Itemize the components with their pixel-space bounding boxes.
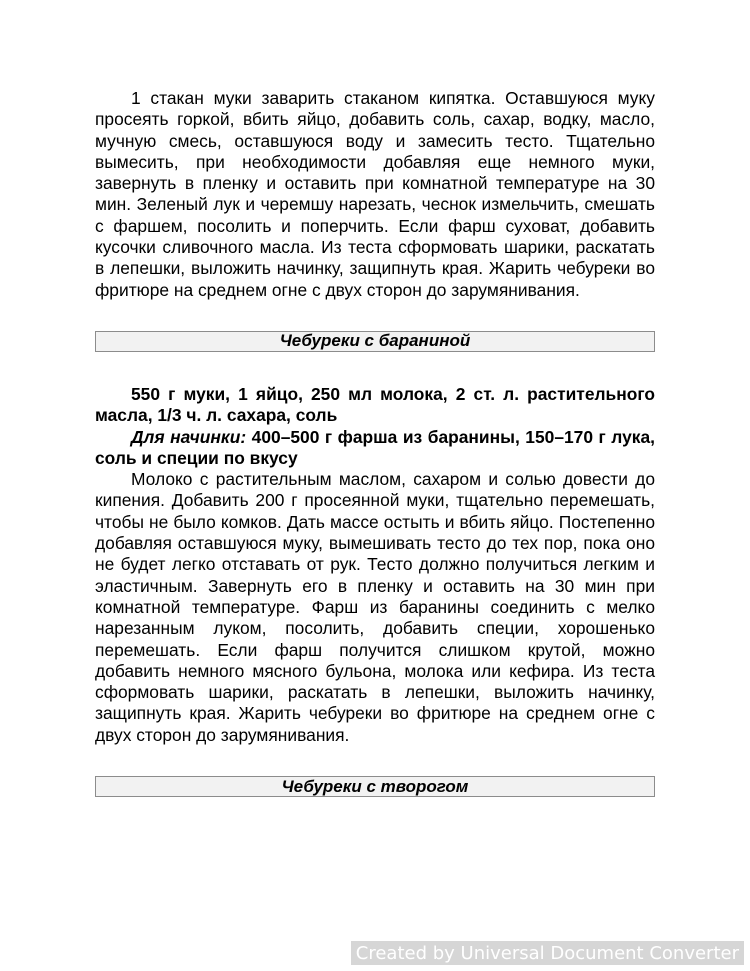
recipe-title-cottage-cheese-text: Чебуреки с творогом <box>281 776 469 796</box>
filling-text: 400–500 г фарша из баранины, 150–170 г лука, соль и специи по вкусу <box>95 426 655 468</box>
intro-paragraph: 1 стакан муки заварить стаканом кипятка. Оставшуюся муку просеять горкой, вбить яйцо, добавить соль, сахар, водку, масло, мучную смесь, оставшуюся воду и замесить тесто. Тщательно вымесить, при необходимости добавляя еще немного муки, завернуть в пленку и оставить при комнатной температуре на 30 мин. Зеленый лук и черемшу нарезать, чеснок измельчить, смешать с фаршем, посолить и поперчить. Если фарш суховат, добавить кусочки сливочного масла. Из теста сформовать шарики, раскатать в лепешки, выложить начинку, защипнуть края. Жарить чебуреки во фритюре на среднем огне с двух сторон до зарумянивания. <box>95 88 655 300</box>
watermark: Created by Universal Document Converter <box>351 941 744 965</box>
recipe-title-lamb-text: Чебуреки с бараниной <box>279 331 471 351</box>
method-paragraph: Молоко с растительным маслом, сахаром и солью довести до кипения. Добавить 200 г просеянной муки, тщательно перемешать, чтобы не было комков. Дать массе остыть и вбить яйцо. Постепенно добавляя оставшуюся муку, вымешивать тесто до тех пор, пока оно не будет легко отставать от рук. Тесто должно получиться легким и эластичным. Завернуть его в пленку и оставить на 30 мин при комнатной температуре. Фарш из баранины соединить с мелко нарезанным луком, посолить, добавить специи, хорошенько перемешать. Если фарш получится слишком крутой, можно добавить немного мясного бульона, молока или кефира. Из теста сформовать шарики, раскатать в лепешки, выложить начинку, защипнуть края. Жарить чебуреки во фритюре на среднем огне с двух сторон до зарумянивания. <box>95 469 655 745</box>
filling-paragraph <box>95 427 655 470</box>
recipe-title-cottage-cheese <box>95 776 655 797</box>
recipe-title-lamb <box>95 331 655 352</box>
document-page <box>95 88 655 797</box>
ingredients-paragraph: 550 г муки, 1 яйцо, 250 мл молока, 2 ст. л. растительного масла, 1/3 ч. л. сахара, соль <box>95 383 655 426</box>
filling-label: Для начинки: <box>131 426 247 447</box>
